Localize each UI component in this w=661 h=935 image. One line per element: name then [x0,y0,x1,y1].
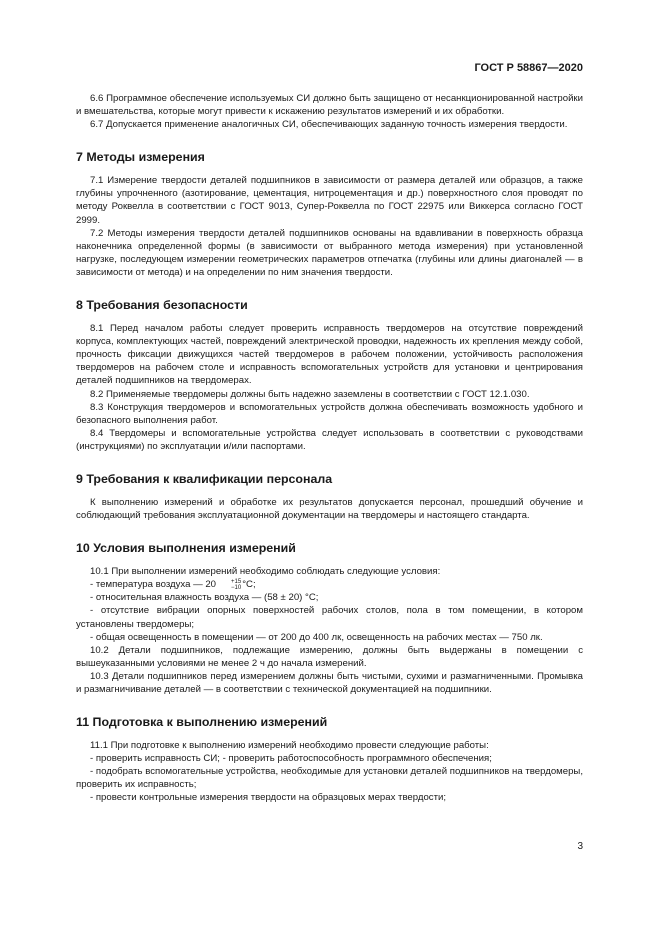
list-item: - подобрать вспомогательные устройства, необходимые для установки деталей подшипников на твердомеры, проверить их исправность; [76,766,583,791]
section-9-heading: 9 Требования к квалификации персонала [76,471,333,486]
paragraph-6-6: 6.6 Программное обеспечение используемых СИ должно быть защищено от несанкционированной настройки и вмешательства, которые могут привести к искажению результатов измерений и их обработки. [76,93,583,118]
condition-humidity: - относительная влажность воздуха — (58 ± 20) °C; [90,592,319,604]
temperature-tolerance [217,579,241,591]
condition-illumination: - общая освещенность в помещении — от 200 до 400 лк, освещенность на рабочих местах — 750 лк. [90,631,543,643]
section-7-heading: 7 Методы измерения [76,150,205,165]
paragraph-10-1: 10.1 При выполнении измерений необходимо соблюдать следующие условия: [90,566,441,578]
document-id: ГОСТ Р 58867—2020 [474,62,583,74]
section-11-heading: 11 Подготовка к выполнению измерений [76,715,328,730]
page-content [76,92,583,805]
condition-vibration: - отсутствие вибрации опорных поверхностей рабочих столов, пола в том помещении, в котором установлены твердомеры; [76,605,583,630]
list-item: - проверить исправность СИ; - проверить работоспособность программного обеспечения; [90,753,492,765]
list-item: - провести контрольные измерения твердости на образцовых мерах твердости; [90,792,447,804]
paragraph-8-3: 8.3 Конструкция твердомеров и вспомогательных устройств должна обеспечивать возможность удобного и безопасного выполнения работ. [76,401,583,426]
paragraph-10-3: 10.3 Детали подшипников перед измерением должны быть чистыми, сухими и размагниченными. Промывка и размагничивание деталей — в соответствии с технической документацией на подшипники. [76,670,583,695]
section-8-heading: 8 Требования безопасности [76,298,248,313]
paragraph-10-2: 10.2 Детали подшипников, подлежащие измерению, должны быть выдержаны в помещении с вышеуказанными условиями не менее 2 ч до начала измерений. [76,644,583,669]
paragraph-11-1: 11.1 При подготовке к выполнению измерений необходимо провести следующие работы: [90,740,489,752]
page-number: 3 [577,841,583,852]
temperature-prefix: - температура воздуха — 20 [90,579,217,591]
condition-temperature [76,578,583,591]
tolerance-lower: −10 [231,584,242,591]
tolerance-upper: +15 [231,578,242,585]
paragraph-6-7: 6.7 Допускается применение аналогичных СИ, обеспечивающих заданную точность измерения твердости. [90,119,568,131]
temperature-unit: °C; [242,579,256,591]
paragraph-8-2: 8.2 Применяемые твердомеры должны быть надежно заземлены в соответствии с ГОСТ 12.1.030. [90,388,530,400]
paragraph-9: К выполнению измерений и обработке их результатов допускается персонал, прошедший обучение и соблюдающий требования эксплуатационной документации на твердомеры и настоящего стандарта. [76,496,583,522]
paragraph-7-1: 7.1 Измерение твердости деталей подшипников в зависимости от размера деталей или образцов, а также глубины упрочненного (азотирование, цементация, нитроцементация и др.) поверхностного слоя проводят по методу Роквелла в соответствии с ГОСТ 9013, Супер-Роквелла по ГОСТ 22975 или Виккерса согласно ГОСТ 2999. [76,175,583,226]
section-10-heading: 10 Условия выполнения измерений [76,541,296,556]
paragraph-8-1: 8.1 Перед началом работы следует проверить исправность твердомеров на отсутствие повреждений корпуса, комплектующих частей, повреждений электрической проводки, надежность их крепления между собой, прочность фиксации движущихся частей твердомеров в рабочем положении, устойчивость расположения твердомеров на рабочем столе и исправность вспомогательных устройств для установки и центрирования деталей подшипников на твердомерах. [76,323,583,387]
paragraph-7-2: 7.2 Методы измерения твердости деталей подшипников основаны на вдавливании в поверхность образца наконечника определенной формы (в зависимости от выбранного метода измерения) при установленной нагрузке, последующем измерении геометрических параметров отпечатка (глубины или длины диагоналей — в зависимости от метода) и на определении по ним значения твердости. [76,227,583,278]
paragraph-8-4: 8.4 Твердомеры и вспомогательные устройства следует использовать в соответствии с руководствами (инструкциями) по эксплуатации и/или паспортами. [76,427,583,452]
